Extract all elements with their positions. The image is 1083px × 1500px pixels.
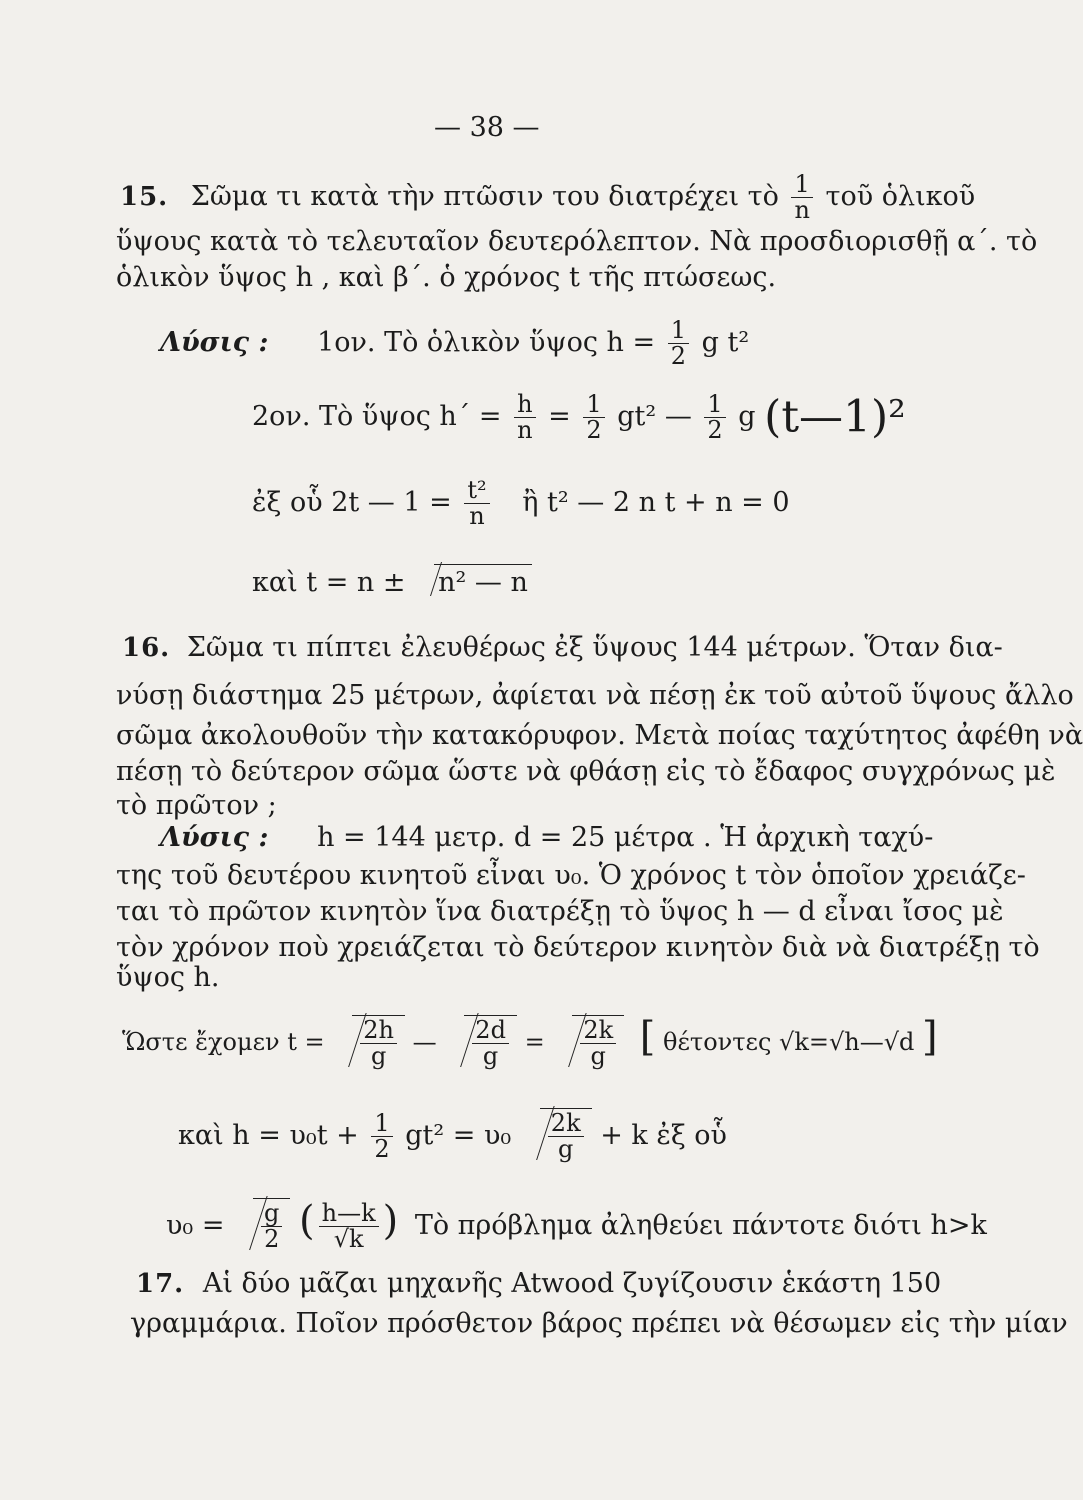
p16-s5: ὕψος h. [116, 962, 220, 993]
problem-15-number: 15. [120, 182, 169, 213]
frac-num: h—k [321, 1199, 376, 1227]
minus: — [412, 1028, 437, 1056]
lysis-label: Λύσις : [160, 822, 269, 853]
frac-num: t² [467, 476, 487, 504]
p17-l2: γραμμάρια. Ποῖον πρόσθετον βάρος πρέπει νὰ θέσωμεν εἰς τὴν μίαν [130, 1308, 1068, 1339]
frac-num: g [264, 1199, 280, 1227]
frac-den: 2 [704, 417, 725, 443]
gt2: g t² [701, 327, 750, 359]
problem-16-number: 16. [122, 633, 171, 663]
eq-sign: = [524, 1028, 545, 1056]
eq3-mid: ἢ t² — 2 n t + n = 0 [522, 487, 790, 519]
fraction-half [668, 318, 689, 369]
fraction-t2-over-n [464, 478, 489, 529]
p16-s4: τὸν χρόνον ποὺ χρειάζεται τὸ δεύτερον κινητὸν διὰ νὰ διατρέξῃ τὸ [116, 932, 1040, 963]
p16-l4: πέσῃ τὸ δεύτερον σῶμα ὥστε νὰ φθάσῃ εἰς τὸ ἔδαφος συγχρόνως μὲ [116, 756, 1056, 787]
p15-l1: Σῶμα τι κατὰ τὴν πτῶσιν του διατρέχει τὸ [190, 181, 779, 213]
sqrt-2d-over-g [446, 1015, 517, 1069]
p15-l2: ὕψους κατὰ τὸ τελευταῖον δευτερόλεπτον. Νὰ προσδιορισθῇ α΄. τὸ [116, 226, 1038, 257]
f1-bracket: θέτοντες [663, 1028, 772, 1056]
open-bracket: [ [639, 1014, 656, 1060]
problem-17-line-1 [136, 1268, 941, 1299]
frac-den: 2 [668, 343, 689, 369]
f2-mid: gt² = υ₀ [405, 1120, 512, 1152]
sqk-eq: √k=√h—√d [779, 1028, 915, 1056]
sqrt-2h-over-g [334, 1015, 405, 1069]
radicand: n² — n [434, 564, 532, 598]
fraction [580, 1015, 616, 1070]
p15-l3: ὁλικὸν ὕψος h , καὶ β΄. ὁ χρόνος t τῆς πτώσεως. [116, 262, 777, 293]
close-bracket: ] [922, 1014, 938, 1060]
solution-15-eq-3 [252, 478, 790, 529]
sqrt-g-over-2 [235, 1198, 290, 1252]
close-paren: ) [382, 1198, 399, 1245]
fraction [261, 1201, 282, 1252]
f3-text: Τὸ πρόβλημα ἀληθεύει πάντοτε διότι h>k [414, 1210, 987, 1242]
frac-num: 1 [374, 1109, 390, 1137]
frac-den: 2 [261, 1226, 282, 1252]
fraction-h-over-n [514, 392, 535, 443]
f3-prefix: υ₀ = [166, 1210, 225, 1242]
frac-num: 2k [583, 1015, 614, 1044]
frac-den: √k [319, 1226, 379, 1252]
sqrt-2k-over-g [554, 1015, 624, 1069]
frac-den: n [514, 417, 535, 443]
problem-16-line-1 [122, 632, 1003, 663]
gt2b: gt² [617, 401, 657, 433]
f1-prefix: Ὥστε ἔχομεν t = [122, 1028, 325, 1056]
f2-end: + k ἐξ οὗ [600, 1120, 727, 1152]
eq3-prefix: ἐξ οὗ 2t — 1 = [252, 487, 452, 519]
solution-15-eq-2 [252, 392, 906, 443]
p16-s2: της τοῦ δευτέρου κινητοῦ εἶναι υ₀. Ὁ χρόνος t τὸν ὁποῖον χρειάζε- [116, 860, 1026, 891]
frac-num: 2h [363, 1015, 395, 1044]
eq4-prefix: καὶ t = n ± [252, 567, 406, 598]
p16-s1: h = 144 μετρ. d = 25 μέτρα . Ἡ ἀρχικὴ ταχύ- [317, 822, 934, 853]
p16-l3: σῶμα ἀκολουθοῦν τὴν κατακόρυφον. Μετὰ ποίας ταχύτητος ἀφέθη νὰ [116, 720, 1083, 751]
open-paren: ( [299, 1198, 315, 1245]
p15-l1b: τοῦ ὁλικοῦ [825, 181, 976, 213]
p17-l1: Αἱ δύο μᾶζαι μηχανῆς Atwood ζυγίζουσιν ἑκάστη 150 [202, 1268, 942, 1299]
f2-prefix: καὶ h = υ₀t + [178, 1120, 359, 1152]
problem-17-number: 17. [136, 1269, 185, 1299]
fraction [360, 1015, 397, 1070]
frac-den: g [580, 1043, 616, 1069]
frac-den: g [548, 1136, 584, 1162]
page-number: — 38 — [434, 112, 540, 143]
frac-num: 1 [707, 390, 723, 418]
frac-num: 1 [670, 316, 687, 344]
p16-s3: ται τὸ πρῶτον κινητὸν ἵνα διατρέξῃ τὸ ὕψος h — d εἶναι ἴσος μὲ [116, 896, 1004, 927]
frac-num: 2k [550, 1109, 581, 1137]
frac-den: n [464, 503, 489, 529]
frac-num: h [517, 390, 533, 418]
g-symbol: g [738, 401, 756, 433]
eq1-prefix: 1ον. Τὸ ὁλικὸν ὕψος h = [317, 327, 656, 359]
t-minus-1-squared: (t—1)² [764, 391, 906, 443]
frac-den: g [360, 1043, 397, 1069]
frac-den: g [472, 1043, 509, 1069]
p16-l5: τὸ πρῶτον ; [116, 790, 277, 821]
solution-16-eq-2 [178, 1108, 727, 1162]
frac-num: 1 [794, 170, 810, 198]
problem-15-line-1 [120, 172, 975, 223]
solution-15-eq-4 [252, 564, 532, 598]
solution-15-eq-1 [160, 318, 749, 369]
solution-16-eq-1 [122, 1014, 938, 1069]
fraction-1-over-n [791, 172, 812, 223]
fraction-h-minus-k-over-sqrt-k [319, 1201, 379, 1252]
fraction-half [704, 392, 725, 443]
fraction [472, 1015, 509, 1070]
frac-den: 2 [583, 417, 604, 443]
eq-sign: = [548, 401, 571, 433]
fraction-half [583, 392, 604, 443]
p16-l2: νύσῃ διάστημα 25 μέτρων, ἀφίεται νὰ πέσῃ ἐκ τοῦ αὐτοῦ ὕψους ἄλλο [116, 680, 1074, 711]
lysis-label: Λύσις : [160, 327, 269, 359]
eq2-prefix: 2ον. Τὸ ὕψος h΄ = [252, 401, 502, 433]
frac-den: n [791, 197, 812, 223]
frac-num: 2d [475, 1015, 506, 1044]
sqrt-2k-over-g [522, 1108, 592, 1162]
solution-16-line-1 [160, 822, 933, 853]
sqrt-n2-minus-n [416, 564, 532, 598]
frac-den: 2 [371, 1136, 392, 1162]
fraction [548, 1111, 584, 1162]
p16-l1: Σῶμα τι πίπτει ἐλευθέρως ἐξ ὕψους 144 μέτρων. Ὅταν δια- [186, 632, 1003, 663]
frac-num: 1 [586, 390, 602, 418]
minus: — [664, 401, 692, 433]
fraction-half [371, 1111, 392, 1162]
solution-16-eq-3 [166, 1198, 987, 1252]
